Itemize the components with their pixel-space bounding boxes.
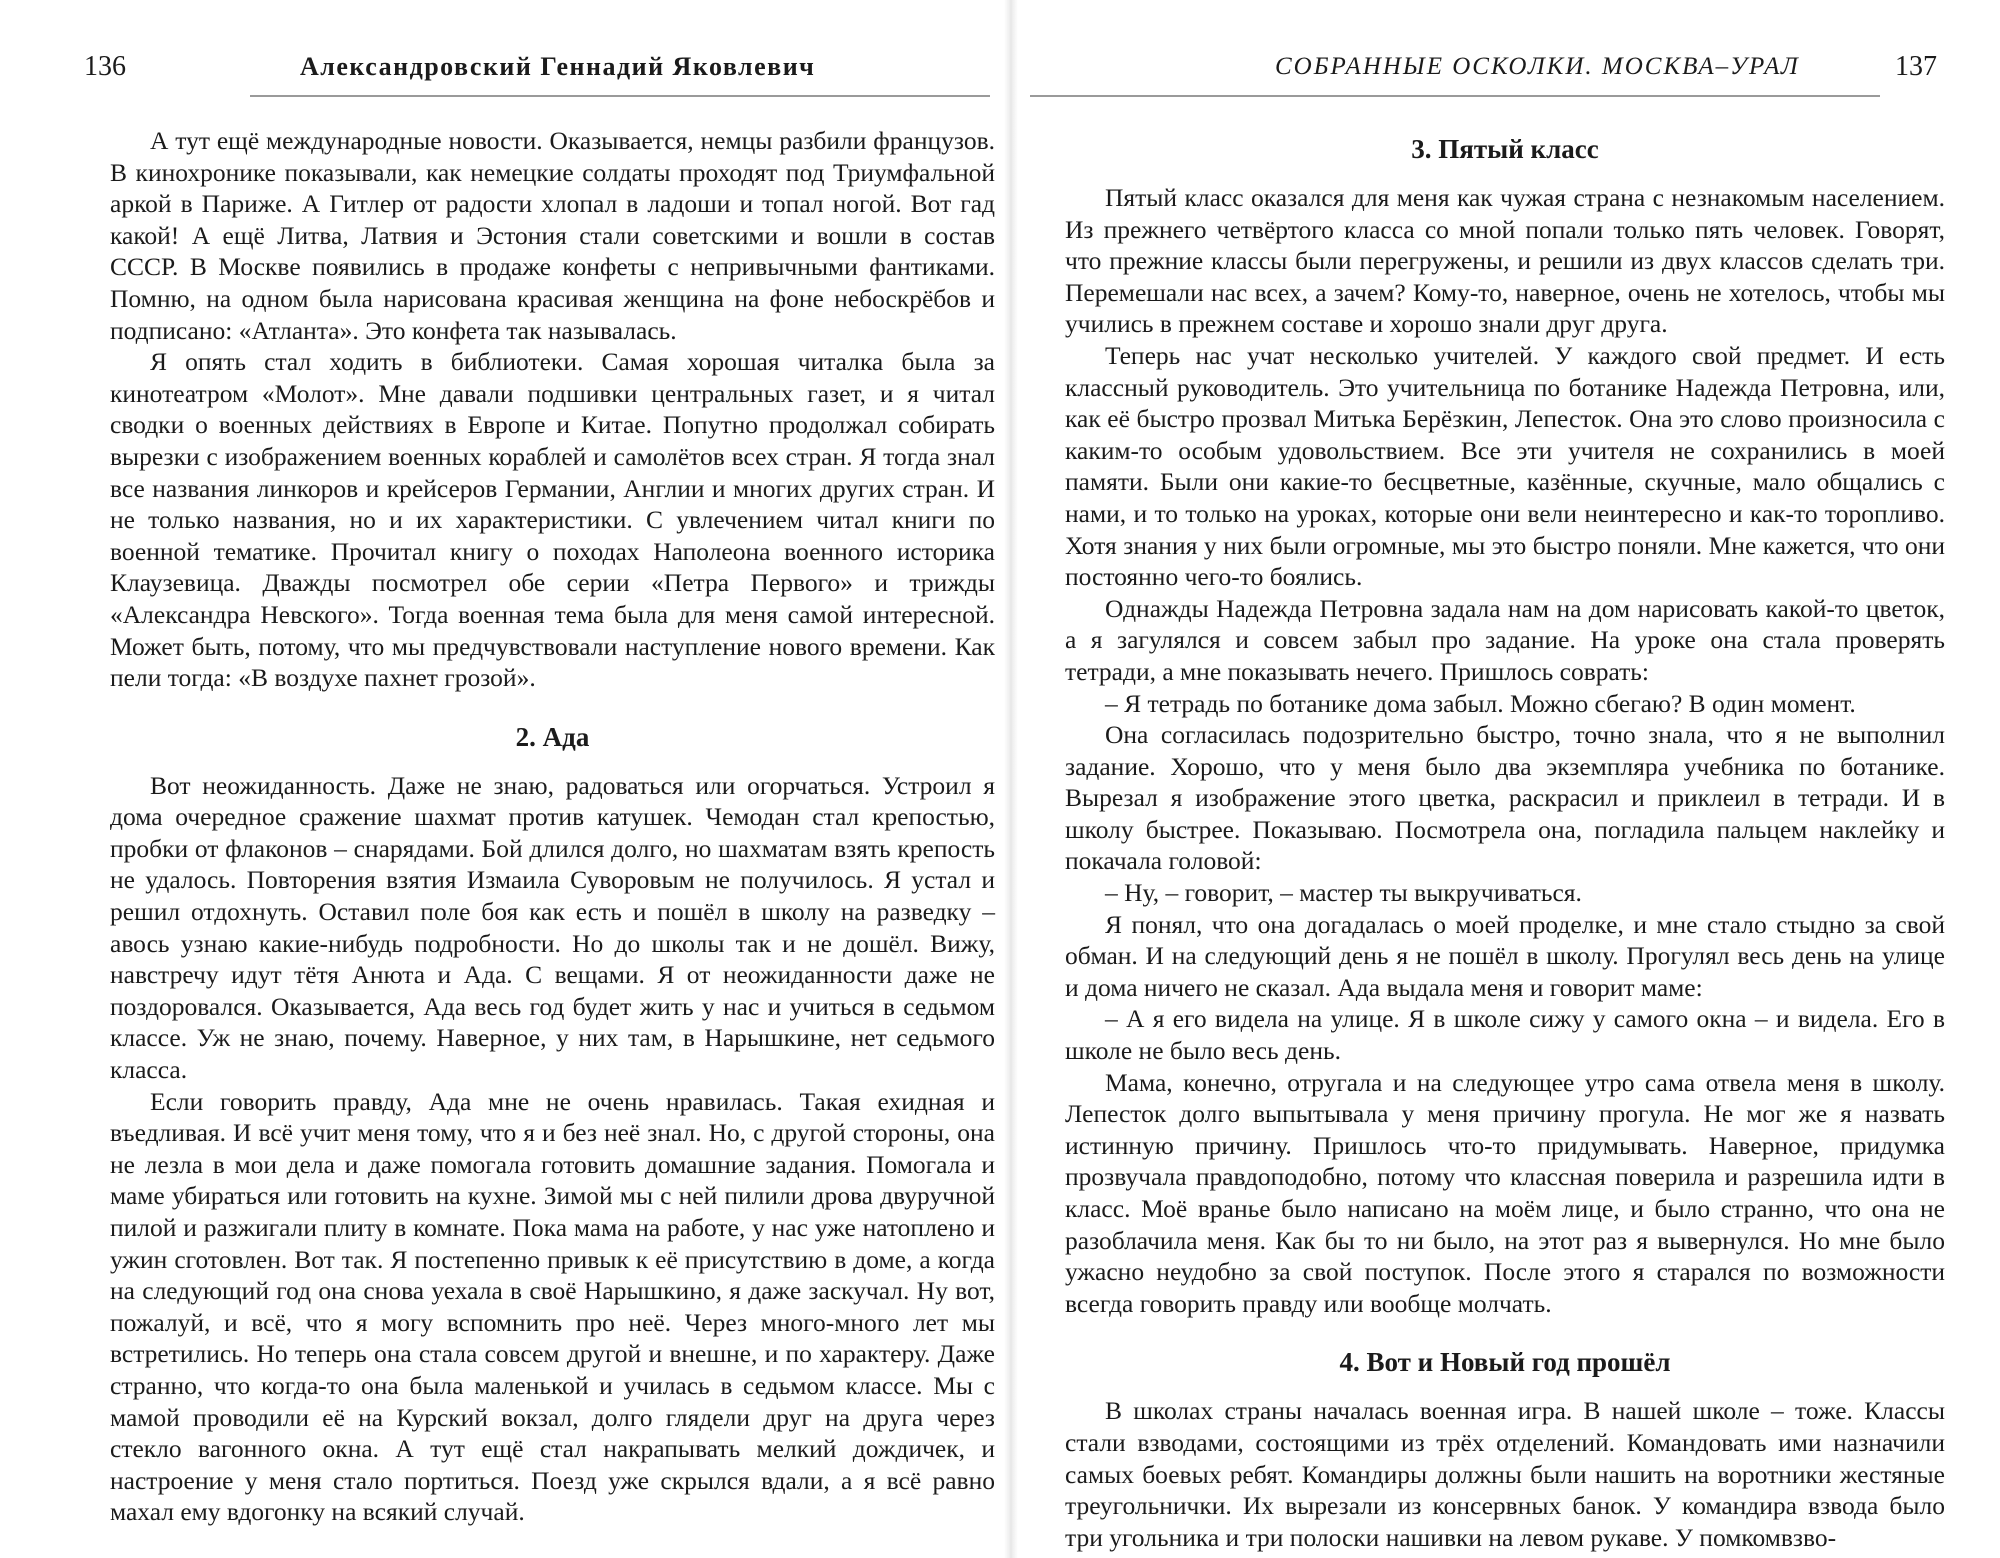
chapter-title-3: 3. Пятый класс	[1411, 134, 1599, 164]
paragraph: Если говорить правду, Ада мне не очень нравилась. Такая ехидная и въедливая. И всё учит меня тому, что я и без неё знал. Но, с другой стороны, она не лезла в мои дела и даже помогала готовить домашние задания. Помогала и маме убираться или готовить на кухне. Зимой мы с ней пилили дрова двуручной пилой и разжигали плиту в комнате. Пока мама на работе, у нас уже натоплено и ужин сготовлен. Вот так. Я постепенно привык к её присутствию в доме, а когда на следующий год она снова уехала в своё Нарышкино, я даже заскучал. Ну вот, пожалуй, и всё, что я могу вспомнить про неё. Через много-много лет мы встретились. Но теперь она стала совсем другой и внешне, и по характеру. Даже странно, что когда-то она была маленькой и училась в седьмом классе. Мы с мамой проводили её на Курский вокзал, долго глядели друг на друга через стекло вагонного окна. А тут ещё стал накрапывать мелкий дождичек, и настроение у меня стало портиться. Поезд уже скрылся вдали, а я всё равно махал ему вдогонку на всякий случай.	[110, 1086, 995, 1527]
paragraph: А тут ещё международные новости. Оказывается, немцы разбили французов. В кинохронике показывали, как немецкие солдаты проходят под Триумфальной аркой в Париже. А Гитлер от радости хлопал в ладоши и топал ногой. Вот гад какой! А ещё Литва, Латвия и Эстония стали советскими и вошли в состав СССР. В Москве появились в продаже конфеты с непривычными фантиками. Помню, на одном была нарисована красивая женщина на фоне небоскрёбов и подписано: «Атланта». Это конфета так называлась.	[110, 126, 995, 345]
paragraph: Однажды Надежда Петровна задала нам на дом нарисовать какой-то цветок, а я загулялся и совсем забыл про задание. На уроке она стала проверять тетради, а мне показывать нечего. Пришлось соврать:	[1065, 593, 1945, 686]
dialogue-line: – Я тетрадь по ботанике дома забыл. Можно сбегаю? В один момент.	[1105, 688, 1856, 718]
dialogue-line: – Ну, – говорит, – мастер ты выкручиваться.	[1105, 878, 1582, 908]
left-header-rule	[250, 95, 990, 97]
paragraph: Она согласилась подозрительно быстро, точно знала, что я не выполнил задание. Хорошо, что у меня было два экземпляра учебника по ботанике. Вырезал я изображение этого цветка, раскрасил и приклеил в тетради. И в школу быстрее. Показываю. Посмотрела она, погладила пальцем наклейку и покачала головой:	[1065, 720, 1945, 876]
paragraph: Пятый класс оказался для меня как чужая страна с незнакомым населением. Из прежнего четвёртого класса со мной попали только пять человек. Говорят, что прежние классы были перегружены, и решили из двух классов сделать три. Перемешали нас всех, а зачем? Кому-то, наверное, очень не хотелось, чтобы мы учились в прежнем составе и хорошо знали друг друга.	[1065, 183, 1945, 339]
right-header-rule	[1030, 95, 1880, 97]
dialogue-line: – А я его видела на улице. Я в школе сижу у самого окна – и видела. Его в школе не было весь день.	[1065, 1004, 1945, 1066]
left-page-number: 136	[84, 51, 126, 82]
paragraph: Я опять стал ходить в библиотеки. Самая хорошая читалка была за кинотеатром «Молот». Мне давали подшивки центральных газет, и я читал сводки о военных действиях в Европе и Китае. Попутно продолжал собирать вырезки с изображением военных кораблей и самолётов всех стран. Я тогда знал все названия линкоров и крейсеров Германии, Англии и многих других стран. И не только названия, но и их характеристики. С увлечением читал книги по военной тематике. Прочитал книгу о походах Наполеона военного историка Клаузевица. Дважды посмотрел обе серии «Петра Первого» и трижды «Александра Невского». Тогда военная тема была для меня самой интересной. Может быть, потому, что мы предчувствовали наступление нового времени. Как пели тогда: «В воздухе пахнет грозой».	[110, 347, 995, 693]
right-text-block	[1065, 132, 1945, 1553]
chapter-title-2: 2. Ада	[515, 721, 590, 752]
paragraph: Я понял, что она догадалась о моей проделке, и мне стало стыдно за свой обман. И на следующий день я не пошёл в школу. Прогулял весь день на улице и дома ничего не сказал. Ада выдала меня и говорит маме:	[1065, 909, 1945, 1002]
paragraph: Теперь нас учат несколько учителей. У каждого свой предмет. И есть классный руководитель. Это учительница по ботанике Надежда Петровна, или, как её быстро прозвал Митька Берёзкин, Лепесток. Она это слово произносила с каким-то особым удовольствием. Все эти учителя не сохранились в моей памяти. Были они какие-то бесцветные, казённые, скучные, мало общались с нами, и то только на уроках, которые они вели неинтересно и как-то торопливо. Хотя знания у них были огромные, мы это быстро поняли. Мне кажется, что они постоянно чего-то боялись.	[1065, 340, 1945, 592]
left-text-block	[110, 125, 995, 1528]
left-running-head: Александровский Геннадий Яковлевич	[300, 52, 816, 81]
chapter-title-4: 4. Вот и Новый год прошёл	[1339, 1347, 1671, 1378]
right-page	[1010, 0, 2000, 1558]
paragraph: В школах страны началась военная игра. В нашей школе – тоже. Классы стали взводами, состоящими из трёх отделений. Командовать ими назначили самых боевых ребят. Командиры должны были нашить на воротники жестяные треугольнички. Их вырезали из консервных банок. У командира взвода было три угольника и три полоски нашивки на левом рукаве. У помкомвзво-	[1065, 1396, 1945, 1552]
right-page-number: 137	[1895, 51, 1937, 82]
right-running-head: СОБРАННЫЕ ОСКОЛКИ. МОСКВА–УРАЛ	[1275, 53, 1800, 80]
paragraph: Вот неожиданность. Даже не знаю, радоваться или огорчаться. Устроил я дома очередное сражение шахмат против катушек. Чемодан стал крепостью, пробки от флаконов – снарядами. Бой длился долго, но шахматам взять крепость не удалось. Повторения взятия Измаила Суворовым не получилось. Я устал и решил отдохнуть. Оставил поле боя как есть и пошёл в школу на разведку – авось узнаю какие-нибудь подробности. Но до школы так и не дошёл. Вижу, навстречу идут тётя Анюта и Ада. С вещами. Я от неожиданности даже не поздоровался. Оказывается, Ада весь год будет жить у нас и учиться в седьмом классе. Уж не знаю, почему. Наверное, у них там, в Нарышкине, нет седьмого класса.	[110, 770, 995, 1085]
paragraph: Мама, конечно, отругала и на следующее утро сама отвела меня в школу. Лепесток долго выпытывала у меня причину прогула. Не мог же я назвать истинную причину. Пришлось что-то придумывать. Наверное, придумка прозвучала правдоподобно, потому что классная поверила и разрешила идти в класс. Моё вранье было написано на моём лице, и было странно, что она не разоблачила меня. Как бы то ни было, на этот раз я вывернулся. Но мне было ужасно неудобно за свой поступок. После этого я старался по возможности всегда говорить правду или вообще молчать.	[1065, 1067, 1945, 1318]
